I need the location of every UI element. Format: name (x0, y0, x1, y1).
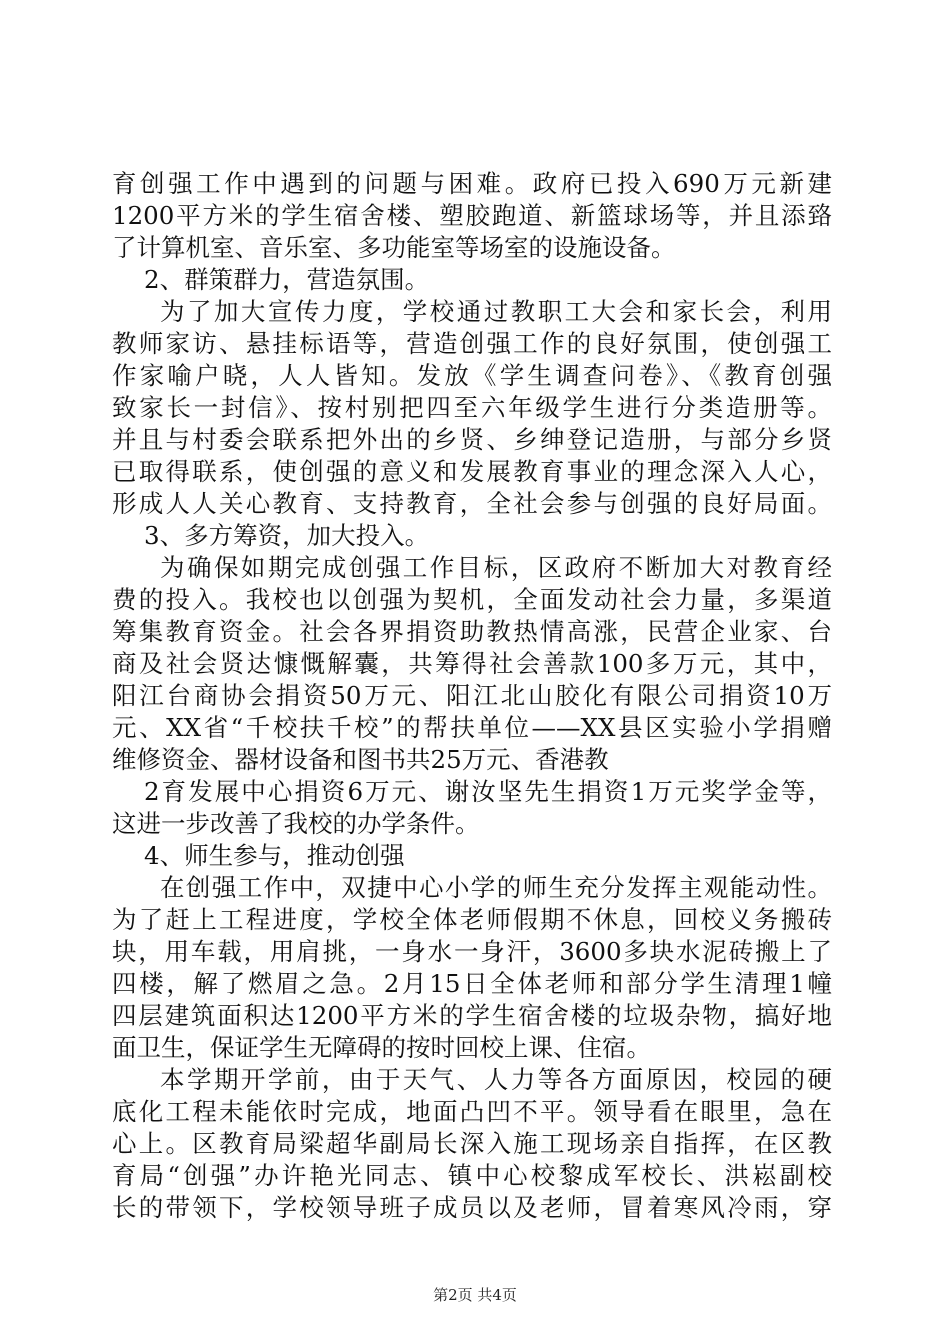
text-line: 四楼，解了燃眉之急。2月15日全体老师和部分学生清理1幢 (112, 969, 832, 998)
text-line: 心上。区教育局梁超华副局长深入施工现场亲自指挥，在区教 (112, 1129, 832, 1158)
page-number: 第2页 共4页 (433, 1286, 517, 1304)
page-footer (0, 1284, 950, 1305)
text-line: 筹集教育资金。社会各界捐资助教热情高涨，民营企业家、台 (112, 617, 832, 646)
text-line: 育局“创强”办许艳光同志、镇中心校黎成军校长、洪崧副校 (112, 1161, 832, 1190)
text-line: 这进一步改善了我校的办学条件。 (112, 809, 480, 838)
text-line: 长的带领下，学校领导班子成员以及老师，冒着寒风冷雨，穿 (112, 1193, 832, 1222)
text-line: 为确保如期完成创强工作目标，区政府不断加大对教育经 (160, 553, 832, 582)
document-body (112, 168, 832, 1224)
text-line: 费的投入。我校也以创强为契机，全面发动社会力量，多渠道 (112, 585, 832, 614)
text-line: 块，用车载，用肩挑，一身水一身汗，3600多块水泥砖搬上了 (112, 937, 832, 966)
text-line: 4、师生参与，推动创强 (144, 841, 405, 870)
text-line: 元、XX省“千校扶千校”的帮扶单位——XX县区实验小学捐赠 (112, 713, 832, 742)
text-line: 底化工程未能依时完成，地面凸凹不平。领导看在眼里，急在 (112, 1097, 832, 1126)
text-line: 1200平方米的学生宿舍楼、塑胶跑道、新篮球场等，并且添臵 (112, 201, 832, 230)
text-line: 为了加大宣传力度，学校通过教职工大会和家长会，利用 (160, 297, 832, 326)
text-line: 为了赶上工程进度，学校全体老师假期不休息，回校义务搬砖 (112, 905, 832, 934)
text-line: 2育发展中心捐资6万元、谢汝坚先生捐资1万元奖学金等， (144, 777, 832, 806)
text-line: 作家喻户晓，人人皆知。发放《学生调查问卷》、《教育创强 (112, 361, 832, 390)
text-line: 面卫生，保证学生无障碍的按时回校上课、住宿。 (112, 1033, 651, 1062)
text-line: 致家长一封信》、按村别把四至六年级学生进行分类造册等。 (112, 393, 832, 422)
text-line: 在创强工作中，双捷中心小学的师生充分发挥主观能动性。 (160, 873, 832, 902)
text-line: 并且与村委会联系把外出的乡贤、乡绅登记造册，与部分乡贤 (112, 425, 832, 454)
text-line: 2、群策群力，营造氛围。 (144, 265, 430, 294)
text-line: 阳江台商协会捐资50万元、阳江北山胶化有限公司捐资10万 (112, 681, 832, 710)
text-line: 已取得联系，使创强的意义和发展教育事业的理念深入人心， (112, 457, 832, 486)
text-line: 本学期开学前，由于天气、人力等各方面原因，校园的硬 (160, 1065, 832, 1094)
text-line: 四层建筑面积达1200平方米的学生宿舍楼的垃圾杂物，搞好地 (112, 1001, 832, 1030)
text-line: 育创强工作中遇到的问题与困难。政府已投入690万元新建 (112, 169, 832, 198)
text-line: 教师家访、悬挂标语等，营造创强工作的良好氛围，使创强工 (112, 329, 832, 358)
text-line: 了计算机室、音乐室、多功能室等场室的设施设备。 (112, 233, 676, 262)
text-line: 3、多方筹资，加大投入。 (144, 521, 430, 550)
text-line: 形成人人关心教育、支持教育，全社会参与创强的良好局面。 (112, 489, 832, 518)
text-line: 维修资金、器材设备和图书共25万元、香港教 (112, 745, 609, 774)
text-line: 商及社会贤达慷慨解囊，共筹得社会善款100多万元，其中， (112, 649, 832, 678)
